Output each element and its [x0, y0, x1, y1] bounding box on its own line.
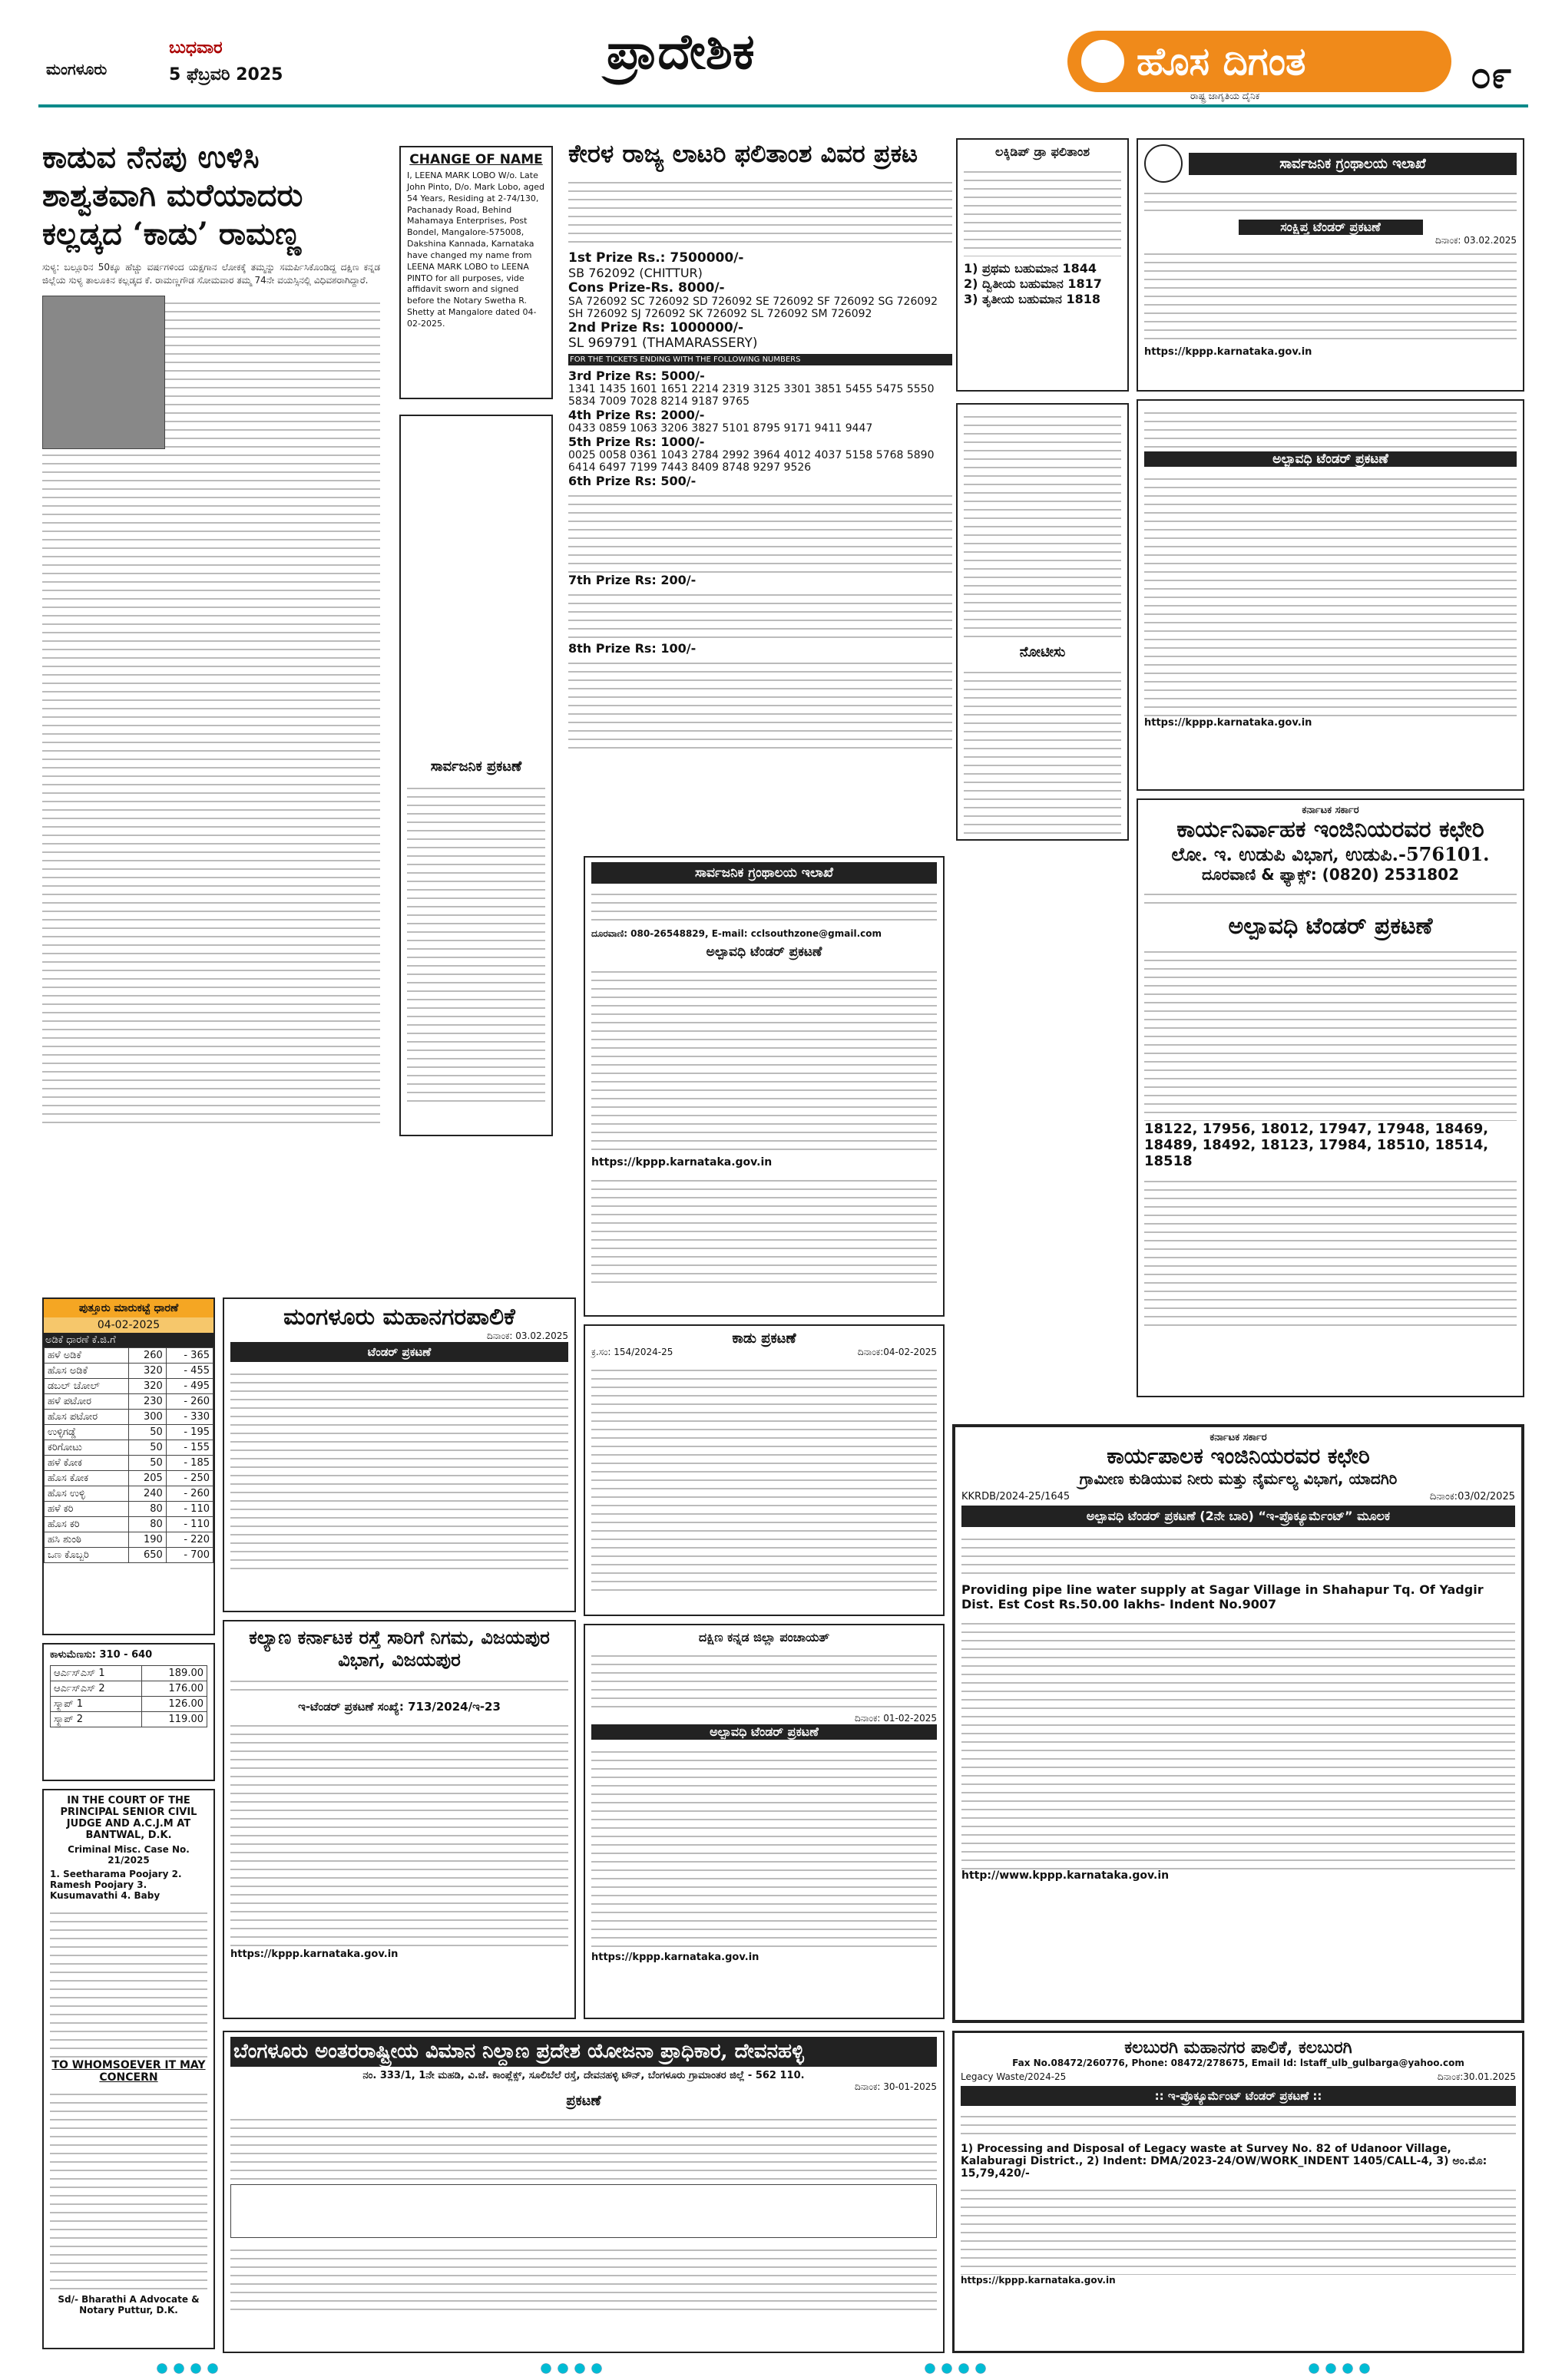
lucky-third: 3) ತೃತೀಯ ಬಹುಮಾನ 1818	[964, 292, 1101, 306]
third-prize: 3rd Prize Rs: 5000/-	[568, 369, 705, 383]
library2-body	[591, 964, 937, 1156]
lucky-draw-ad	[956, 138, 1129, 392]
bmrda-notice-title: ಪ್ರಕಟಣೆ	[566, 2093, 601, 2109]
market-row: ಹಳೆ ಪಟೋರ 230 - 260	[45, 1394, 213, 1410]
bmrda-body-2	[230, 2243, 937, 2312]
dk-date: ದಿನಾಂಕ: 01-02-2025	[855, 1713, 937, 1724]
kadu-notice	[584, 1324, 945, 1616]
rural-header	[1144, 405, 1517, 451]
yadgiri-work: Providing pipe line water supply at Sagar Village in Shahapur Tq. Of Yadgir Dist. Est Cost Rs.50.00 lakhs- Indent No.9007	[961, 1582, 1484, 1611]
kadu-title: ಕಾಡು ಪ್ರಕಟಣೆ	[732, 1330, 796, 1347]
dk-panchayat-notice	[584, 1624, 945, 2019]
edition-date: 5 ಫೆಬ್ರವರಿ 2025	[169, 65, 283, 84]
cons-prize-tickets: SA 726092 SC 726092 SD 726092 SE 726092 SF 726092 SG 726092 SH 726092 SJ 726092 SK 726092 SL 726092 SM 726092	[568, 296, 938, 320]
klb-intro	[961, 2109, 1516, 2140]
legal-notice-box	[956, 403, 1129, 841]
sixth-prize: 6th Prize Rs: 500/-	[568, 474, 697, 488]
pwd-gov: ಕರ್ನಾಟಕ ಸರ್ಕಾರ	[1302, 805, 1359, 816]
section-title: ಪ್ರಾದೇಶಿಕ	[607, 23, 755, 81]
dk-sub: ಅಲ್ಪಾವಧಿ ಟೆಂಡರ್ ಪ್ರಕಟಣೆ	[591, 1724, 937, 1740]
seventh-prize-numbers	[568, 587, 952, 641]
rubber-row: ಸ್ಕ್ರಾಪ್ 2 119.00	[51, 1712, 207, 1727]
karnataka-emblem-icon	[1144, 144, 1183, 183]
pwd-body-2	[1144, 1174, 1517, 1327]
fourth-prize: 4th Prize Rs: 2000/-	[568, 408, 705, 422]
library-tender-2	[584, 856, 945, 1317]
market-rates	[42, 1297, 215, 1635]
masthead	[38, 23, 1528, 107]
kadu-body	[591, 1363, 937, 1593]
market-sub: ಅಡಿಕೆ ಧಾರಣೆ ಕೆ.ಜಿ.ಗೆ	[44, 1333, 213, 1347]
mcc-body	[230, 1367, 568, 1574]
library2-address	[591, 887, 937, 925]
yadgiri-intro	[961, 1532, 1515, 1578]
pwd-phone: ದೂರವಾಣಿ & ಫ್ಯಾಕ್ಸ್: (0820) 2531802	[1201, 865, 1459, 884]
registration-marks	[538, 2361, 607, 2376]
library-date: ದಿನಾಂಕ: 03.02.2025	[1435, 235, 1517, 246]
market-row: ಹಳೆ ಅಡಿಕೆ 260 - 365	[45, 1348, 213, 1364]
court-parties: 1. Seetharama Poojary 2. Ramesh Poojary 3. Kusumavathi 4. Baby	[50, 1869, 182, 1901]
kkrtc-ref	[230, 1674, 568, 1697]
kkrtc-tender-no: ಇ-ಟೆಂಡರ್ ಪ್ರಕಟಣೆ ಸಂಖ್ಯೆ: 713/2024/ಇ-23	[298, 1700, 501, 1714]
yadgiri-ref: KKRDB/2024-25/1645	[961, 1491, 1070, 1502]
second-prize-ticket: SL 969791 (THAMARASSERY)	[568, 336, 758, 351]
market-row: ಹೊಸ ಉಳ್ಳಿ 240 - 260	[45, 1486, 213, 1502]
public-notice-body	[407, 781, 545, 1103]
court-title: IN THE COURT OF THE PRINCIPAL SENIOR CIVIL JUDGE AND A.C.J.M AT BANTWAL, D.K.	[60, 1795, 197, 1841]
bmrda-body	[230, 2112, 937, 2181]
sun-icon	[1081, 40, 1124, 83]
kadu-ref: ಕ್ರ.ಸಂ: 154/2024-25	[591, 1347, 673, 1357]
market-row: ಹೊಸ ಕೋಕ 205 - 250	[45, 1471, 213, 1486]
klb-notice: :: ಇ-ಪ್ರೊಕ್ಯೂರ್ಮೆಂಟ್ ಟೆಂಡರ್ ಪ್ರಕಟಣೆ ::	[961, 2086, 1516, 2106]
notice-title: ನೋಟೀಸು	[1019, 644, 1066, 660]
rubber-row: ಸ್ಕ್ರಾಪ್ 1 126.00	[51, 1697, 207, 1712]
yadgiri-gov: ಕರ್ನಾಟಕ ಸರ್ಕಾರ	[1209, 1432, 1267, 1443]
library2-notice: ಅಲ್ಪಾವಧಿ ಟೆಂಡರ್ ಪ್ರಕಟಣೆ	[706, 944, 822, 960]
change-of-name-title: CHANGE OF NAME	[409, 152, 543, 167]
lottery-intro	[568, 175, 952, 244]
klb-url: https://kppp.karnataka.gov.in	[961, 2275, 1116, 2286]
page-number: ೦೯	[1471, 54, 1512, 97]
sixth-prize-numbers	[568, 488, 952, 573]
library-url: https://kppp.karnataka.gov.in	[1144, 346, 1312, 358]
public-notice-title: ಸಾರ್ವಜನಿಕ ಪ್ರಕಟಣೆ	[430, 759, 522, 775]
court-notice-left	[399, 415, 553, 1136]
court-case: Criminal Misc. Case No. 21/2025	[68, 1844, 190, 1866]
library-address	[1144, 186, 1517, 217]
rubber-row: ಆರ್ಎಸ್ಎಸ್ 2 176.00	[51, 1681, 207, 1697]
dk-title: ದಕ್ಷಿಣ ಕನ್ನಡ ಜಿಲ್ಲಾ ಪಂಚಾಯತ್	[698, 1630, 830, 1645]
change-of-name-body: I, LEENA MARK LOBO W/o. Late John Pinto, D/o. Mark Lobo, aged 54 Years, Residing at 2-74/130, Pachanady Road, Behind Mahamaya Enterprises, Post Bondel, Mangalore-575008, Dakshina Kannada, Karnataka have changed my name from LEENA MARK LOBO to LEENA PINTO for all purposes, vide affidavit sworn and signed before the Notary Swetha R. Shetty at Mangalore dated 04-02-2025.	[407, 170, 545, 329]
market-row: ಉಳ್ಳಿಗಡ್ಡೆ 50 - 195	[45, 1425, 213, 1440]
rural-body	[1144, 471, 1517, 717]
library-sub: ಸಂಕ್ಷಿಪ್ತ ಟೆಂಡರ್ ಪ್ರಕಟಣೆ	[1239, 220, 1423, 235]
market-row: ಹಳೆ ಕೋಕ 50 - 185	[45, 1456, 213, 1471]
lottery-note: FOR THE TICKETS ENDING WITH THE FOLLOWING NUMBERS	[568, 354, 952, 365]
pwd-ref	[1144, 887, 1517, 910]
lead-article	[42, 138, 380, 1282]
notice-text-1	[964, 409, 1121, 640]
yadgiri-date: ದಿನಾಂಕ:03/02/2025	[1429, 1491, 1515, 1502]
court-body-1	[50, 1906, 207, 2059]
mcc-title: ಮಂಗಳೂರು ಮಹಾನಗರಪಾಲಿಕೆ	[283, 1304, 515, 1330]
klb-fax: Fax No.08472/260776, Phone: 08472/278675, Email Id: lstaff_ulb_gulbarga@yahoo.com	[1012, 2058, 1464, 2068]
fourth-prize-numbers: 0433 0859 1063 3206 3827 5101 8795 9171 9411 9447	[568, 422, 873, 435]
second-prize: 2nd Prize Rs: 1000000/-	[568, 320, 744, 336]
pwd-body-1	[1144, 944, 1517, 1121]
rural-url: https://kppp.karnataka.gov.in	[1144, 717, 1312, 729]
market-row: ಒಣ ಕೊಬ್ಬರಿ 650 - 700	[45, 1548, 213, 1563]
fifth-prize: 5th Prize Rs: 1000/-	[568, 435, 705, 449]
court-body-2	[50, 2087, 207, 2294]
dk-body	[591, 1744, 937, 1952]
bmrda-table	[230, 2184, 937, 2238]
market-row: ಹಸಿ ಶುಂಠಿ 190 - 220	[45, 1532, 213, 1548]
yadgiri-notice: ಅಲ್ಪಾವಧಿ ಟೆಂಡರ್ ಪ್ರಕಟಣೆ (2ನೇ ಬಾರಿ) “ಇ-ಪ್ರೊಕ್ಯೂರ್ಮೆಂಟ್” ಮೂಲಕ	[961, 1506, 1515, 1527]
portrait-photo	[42, 296, 165, 449]
seventh-prize: 7th Prize Rs: 200/-	[568, 573, 697, 587]
yadgiri-tender	[952, 1424, 1524, 2023]
court-notice	[42, 1789, 215, 2349]
mangaluru-corp-tender	[223, 1297, 576, 1612]
lucky-draw-text	[964, 164, 1121, 256]
first-prize: 1st Prize Rs.: 7500000/-	[568, 250, 744, 266]
lottery-headline: ಕೇರಳ ರಾಜ್ಯ ಲಾಟರಿ ಫಲಿತಾಂಶ ವಿವರ ಪ್ರಕಟ	[568, 139, 918, 168]
pwd-udupi-tender	[1137, 798, 1524, 1397]
bmrda-notice	[223, 2031, 945, 2353]
registration-marks	[922, 2361, 991, 2376]
pwd-title: ಕಾರ್ಯನಿರ್ವಾಹಕ ಇಂಜಿನಿಯರವರ ಕಛೇರಿ	[1176, 816, 1484, 843]
market-row: ಹಳೆ ಕರಿ 80 - 110	[45, 1502, 213, 1517]
kkrtc-tender	[223, 1620, 576, 2019]
market-row: ಹೊಸ ಪಟೋರ 300 - 330	[45, 1410, 213, 1425]
lead-headline: ಕಾಡುವ ನೆನಪು ಉಳಿಸಿ ಶಾಶ್ವತವಾಗಿ ಮರೆಯಾದರು ಕಲ್ಲಡ್ಕದ ‘ಕಾಡು’ ರಾಮಣ್ಣ	[42, 139, 303, 252]
pwd-notice: ಅಲ್ಪಾವಧಿ ಟೆಂಡರ್ ಪ್ರಕಟಣೆ	[1228, 913, 1433, 940]
fifth-prize-numbers: 0025 0058 0361 1043 2784 2992 3964 4012 4037 5158 5768 5890 6414 6497 7199 7443 8409 8748 9297 9526	[568, 449, 935, 474]
klb-title: ಕಲಬುರಗಿ ಮಹಾನಗರ ಪಾಲಿಕೆ, ಕಲಬುರಗಿ	[1124, 2038, 1352, 2058]
library2-url: https://kppp.karnataka.gov.in	[591, 1156, 773, 1169]
library-body	[1144, 246, 1517, 346]
pwd-numbers: 18122, 17956, 18012, 17947, 17948, 18469, 18489, 18492, 18123, 17984, 18510, 18514, 18518	[1144, 1121, 1489, 1169]
bmrda-address: ನಂ. 333/1, 1ನೇ ಮಹಡಿ, ವಿ.ಜೆ. ಕಾಂಪ್ಲೆಕ್ಸ್, ಸೂಲಿಬೆಲೆ ರಸ್ತೆ, ದೇವನಹಳ್ಳಿ ಟೌನ್, ಬೆಂಗಳೂರು ಗ್ರಾಮಾಂತರ ಜಿಲ್ಲೆ - 562 110.	[362, 2070, 805, 2081]
rural-water-tender	[1137, 399, 1524, 791]
dk-url: https://kppp.karnataka.gov.in	[591, 1952, 759, 1963]
first-prize-ticket: SB 762092 (CHITTUR)	[568, 266, 703, 280]
lucky-draw-title: ಲಕ್ಕಿಡಿಪ್ ಡ್ರಾ ಫಲಿತಾಂಶ	[994, 144, 1090, 159]
market-row: ಡಬಲ್ ಚೋಲ್ 320 - 495	[45, 1379, 213, 1394]
eighth-prize-numbers	[568, 656, 952, 755]
kkrtc-url: https://kppp.karnataka.gov.in	[230, 1949, 399, 1960]
yadgiri-url: http://www.kppp.karnataka.gov.in	[961, 1869, 1170, 1882]
market-title: ಪುತ್ತೂರು ಮಾರುಕಟ್ಟೆ ಧಾರಣೆ	[44, 1299, 213, 1317]
registration-marks	[1305, 2361, 1375, 2376]
lucky-second: 2) ದ್ವಿತೀಯ ಬಹುಮಾನ 1817	[964, 276, 1102, 291]
kadu-date: ದಿನಾಂಕ:04-02-2025	[857, 1347, 937, 1357]
pepper-rate: ಕಾಳುಮೆಣಸು: 310 - 640	[50, 1649, 153, 1661]
court-signoff: Sd/- Bharathi A Advocate & Notary Puttur, D.K.	[58, 2294, 200, 2316]
newspaper-logo: ಹೊಸ ದಿಗಂತ	[1067, 31, 1451, 92]
market-row: ಕರಿಗೋಟು 50 - 155	[45, 1440, 213, 1456]
market-row: ಹೊಸ ಕರಿ 80 - 110	[45, 1517, 213, 1532]
dk-address	[591, 1648, 937, 1710]
klb-ref: Legacy Waste/2024-25	[961, 2071, 1067, 2082]
edition-city: ಮಂಗಳೂರು	[46, 60, 108, 78]
yadgiri-sub: ಗ್ರಾಮೀಣ ಕುಡಿಯುವ ನೀರು ಮತ್ತು ನೈರ್ಮಲ್ಯ ವಿಭಾಗ, ಯಾದಗಿರಿ	[1079, 1469, 1398, 1488]
cons-prize: Cons Prize-Rs. 8000/-	[568, 280, 725, 296]
kkrtc-body	[230, 1718, 568, 1949]
edition-day: ಬುಧವಾರ	[169, 38, 223, 58]
klb-work: 1) Processing and Disposal of Legacy waste at Survey No. 82 of Udanoor Village, Kalaburagi District., 2) Indent: DMA/2023-24/OW/WORK_INDENT 1405/CALL-4, 3) ಅಂ.ಮೊ: 15,79,420/-	[961, 2143, 1487, 2180]
pwd-dept: ಲೋ. ಇ. ಉಡುಪಿ ವಿಭಾಗ, ಉಡುಪಿ.-576101.	[1171, 843, 1490, 865]
rubber-row: ಆರ್ಎಸ್ಎಸ್ 1 189.00	[51, 1666, 207, 1681]
mcc-sub: ಟೆಂಡರ್ ಪ್ರಕಟಣೆ	[230, 1342, 568, 1362]
change-of-name-ad	[399, 146, 553, 399]
third-prize-numbers: 1341 1435 1601 1651 2214 2319 3125 3301 3851 5455 5475 5550 5834 7009 7028 8214 9187 9765	[568, 383, 935, 408]
market-table	[44, 1347, 213, 1563]
lead-dateline: ಸುಳ್ಯ: ಬಲ್ಲೂರಿನ 50ಕ್ಕೂ ಹೆಚ್ಚು ವರ್ಷಗಳಿಂದ ಯಕ್ಷಗಾನ ಲೋಕಕ್ಕೆ ತಮ್ಮನ್ನು ಸಮರ್ಪಿಸಿಕೊಂಡಿದ್ದ ದಕ್ಷಿಣ ಕನ್ನಡ ಜಿಲ್ಲೆಯ ಸುಳ್ಯ ತಾಲೂಕಿನ ಕಲ್ಲಡ್ಕದ ಕೆ. ರಾಮಣ್ಣಗೌಡ ಸೋಮವಾರ ತಮ್ಮ 74ನೇ ವಯಸ್ಸಿನಲ್ಲಿ ವಿಧಿವಶರಾಗಿದ್ದಾರೆ.	[42, 262, 380, 286]
court-concern: TO WHOMSOEVER IT MAY CONCERN	[51, 2059, 206, 2084]
lucky-first: 1) ಪ್ರಥಮ ಬಹುಮಾನ 1844	[964, 261, 1097, 276]
yadgiri-body	[961, 1616, 1515, 1869]
rubber-rates	[42, 1643, 215, 1781]
bmrda-date: ದಿನಾಂಕ: 30-01-2025	[855, 2081, 937, 2092]
market-date: 04-02-2025	[44, 1317, 213, 1333]
library2-phone: ದೂರವಾಣಿ: 080-26548829, E-mail: cclsouthzone@gmail.com	[591, 928, 882, 939]
bmrda-title: ಬೆಂಗಳೂರು ಅಂತರರಾಷ್ಟ್ರೀಯ ವಿಮಾನ ನಿಲ್ದಾಣ ಪ್ರದೇಶ ಯೋಜನಾ ಪ್ರಾಧಿಕಾರ, ದೇವನಹಳ್ಳಿ	[230, 2037, 937, 2067]
library2-title: ಸಾರ್ವಜನಿಕ ಗ್ರಂಥಾಲಯ ಇಲಾಖೆ	[591, 862, 937, 884]
market-row: ಹೊಸ ಅಡಿಕೆ 320 - 455	[45, 1364, 213, 1379]
eighth-prize: 8th Prize Rs: 100/-	[568, 641, 697, 656]
rural-title: ಅಲ್ಪಾವಧಿ ಟೆಂಡರ್ ಪ್ರಕಟಣೆ	[1144, 451, 1517, 467]
kkrtc-title: ಕಲ್ಯಾಣ ಕರ್ನಾಟಕ ರಸ್ತೆ ಸಾರಿಗೆ ನಿಗಮ, ವಿಜಯಪುರ ವಿಭಾಗ, ವಿಜಯಪುರ	[249, 1626, 550, 1671]
yadgiri-title: ಕಾರ್ಯಪಾಲಕ ಇಂಜಿನಿಯರವರ ಕಛೇರಿ	[1107, 1443, 1370, 1469]
library-title: ಸಾರ್ವಜನಿಕ ಗ್ರಂಥಾಲಯ ಇಲಾಖೆ	[1189, 153, 1517, 175]
library2-body-2	[591, 1173, 937, 1288]
klb-body	[961, 2183, 1516, 2275]
mcc-date: ದಿನಾಂಕ: 03.02.2025	[487, 1330, 568, 1341]
rubber-table	[50, 1665, 207, 1727]
kalaburagi-tender	[952, 2031, 1524, 2353]
notice-text-2	[964, 665, 1121, 834]
lottery-results	[568, 138, 952, 868]
library-tender-ad	[1137, 138, 1524, 392]
klb-date: ದಿನಾಂಕ:30.01.2025	[1437, 2071, 1516, 2082]
registration-marks	[154, 2361, 223, 2376]
tagline: ರಾಷ್ಟ್ರ ಜಾಗೃತಿಯ ದೈನಿಕ	[1190, 91, 1260, 101]
